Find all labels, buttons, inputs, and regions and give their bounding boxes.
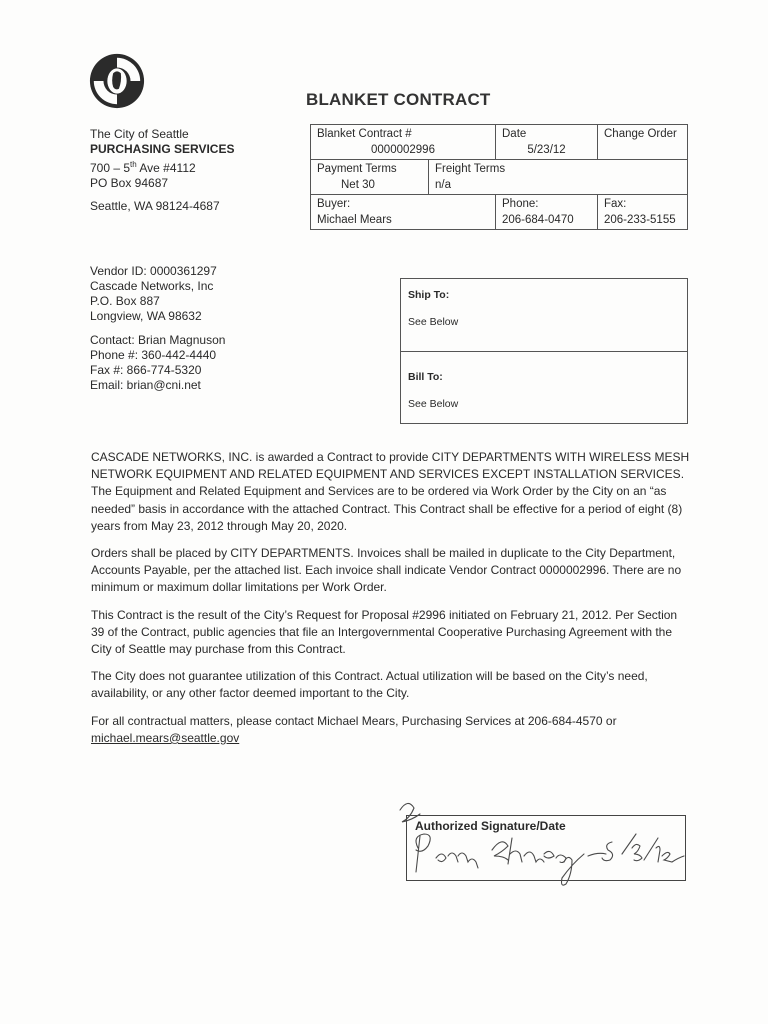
vendor-id: Vendor ID: 0000361297 xyxy=(90,264,217,278)
change-order-cell xyxy=(598,125,688,160)
contract-number: 0000002996 xyxy=(371,144,435,156)
issuer-department: PURCHASING SERVICES xyxy=(90,142,235,156)
vendor-city-state-zip: Longview, WA 98632 xyxy=(90,309,202,323)
vendor-phone: Phone #: 360-442-4440 xyxy=(90,348,217,362)
vendor-email: Email: brian@cni.net xyxy=(90,378,201,392)
date-cell xyxy=(496,125,598,160)
vendor-contact: Contact: Brian Magnuson xyxy=(90,333,226,347)
body-paragraph-award: CASCADE NETWORKS, INC. is awarded a Contract to provide CITY DEPARTMENTS WITH WIRELESS MESH NETWORK EQUIPMENT AND RELATED EQUIPMENT AND SERVICES EXCEPT INSTALLATION SERVICES. The Equipment and Related Equipment and Services are to be ordered via Work Order by the City on an “as needed” basis in accordance with the attached Contract. This Contract shall be effective for a period of eight (8) years from May 23, 2012 through May 20, 2020. xyxy=(91,450,690,533)
vendor-fax: Fax #: 866-774-5320 xyxy=(90,363,202,377)
contact-email-link[interactable]: michael.mears@seattle.gov xyxy=(91,730,240,745)
contract-body xyxy=(91,449,691,757)
buyer-cell xyxy=(311,195,496,230)
ship-to-section xyxy=(401,279,687,352)
body-paragraph-orders: Orders shall be placed by CITY DEPARTMENTS. Invoices shall be mailed in duplicate to the City Department, Accounts Payable, per the attached list. Each invoice shall indicate Vendor Contract 0000002996. There are no minimum or maximum dollar limitations per Work Order. xyxy=(91,546,682,595)
freight-terms-value: n/a xyxy=(435,179,451,191)
payment-terms-value: Net 30 xyxy=(341,179,375,191)
buyer-name: Michael Mears xyxy=(317,214,392,226)
issuer-po-box: PO Box 94687 xyxy=(90,176,169,190)
issuer-street xyxy=(90,157,234,176)
date-label: Date xyxy=(502,128,527,140)
fax-value: 206-233-5155 xyxy=(604,214,676,226)
vendor-block xyxy=(90,264,225,393)
freight-terms-cell xyxy=(429,160,688,195)
vendor-name: Cascade Networks, Inc xyxy=(90,279,214,293)
payment-terms-cell xyxy=(311,160,429,195)
buyer-label: Buyer: xyxy=(317,198,351,210)
contract-info-table xyxy=(310,124,688,230)
handwritten-signature xyxy=(388,790,708,900)
issuer-city-state-zip: Seattle, WA 98124-4687 xyxy=(90,199,220,213)
city-seal-logo xyxy=(88,52,146,110)
phone-label: Phone: xyxy=(502,198,539,210)
body-paragraph-rfp: This Contract is the result of the City’s Request for Proposal #2996 initiated on February 21, 2012. Per Section 39 of the Contract, public agencies that file an Intergovernmental Cooperative Purchasing Agreement with the City of Seattle may purchase from this Contract. xyxy=(91,607,678,657)
issuer-name: The City of Seattle xyxy=(90,127,189,141)
issuer-street-pre: 700 – 5 xyxy=(90,161,131,175)
fax-cell xyxy=(598,195,688,230)
contact-text: For all contractual matters, please contact Michael Mears, Purchasing Services at 206-684-4570 or xyxy=(91,713,617,728)
phone-value: 206-684-0470 xyxy=(502,214,574,226)
freight-terms-label: Freight Terms xyxy=(435,163,506,175)
payment-terms-label: Payment Terms xyxy=(317,163,397,175)
bill-to-value: See Below xyxy=(408,398,459,410)
document-title: BLANKET CONTRACT xyxy=(306,90,491,109)
fax-label: Fax: xyxy=(604,198,627,210)
contract-number-label: Blanket Contract # xyxy=(317,128,412,140)
date-value: 5/23/12 xyxy=(527,144,566,156)
contract-number-cell xyxy=(311,125,496,160)
issuer-address-block xyxy=(90,127,234,214)
body-paragraph-contact xyxy=(91,713,691,747)
signature-label: Authorized Signature/Date xyxy=(415,819,566,833)
ship-bill-box xyxy=(400,278,688,424)
ship-to-label: Ship To: xyxy=(408,289,450,301)
issuer-street-post: Ave #4112 xyxy=(136,161,196,175)
vendor-po-box: P.O. Box 887 xyxy=(90,294,160,308)
change-order-label: Change Order xyxy=(604,128,677,140)
phone-cell xyxy=(496,195,598,230)
bill-to-label: Bill To: xyxy=(408,371,443,383)
ship-to-value: See Below xyxy=(408,316,459,328)
bill-to-section xyxy=(401,351,687,423)
issuer-street-sup: th xyxy=(130,160,137,169)
body-paragraph-utilization: The City does not guarantee utilization of this Contract. Actual utilization will be based on the City’s need, availability, or any other factor deemed important to the City. xyxy=(91,669,648,701)
